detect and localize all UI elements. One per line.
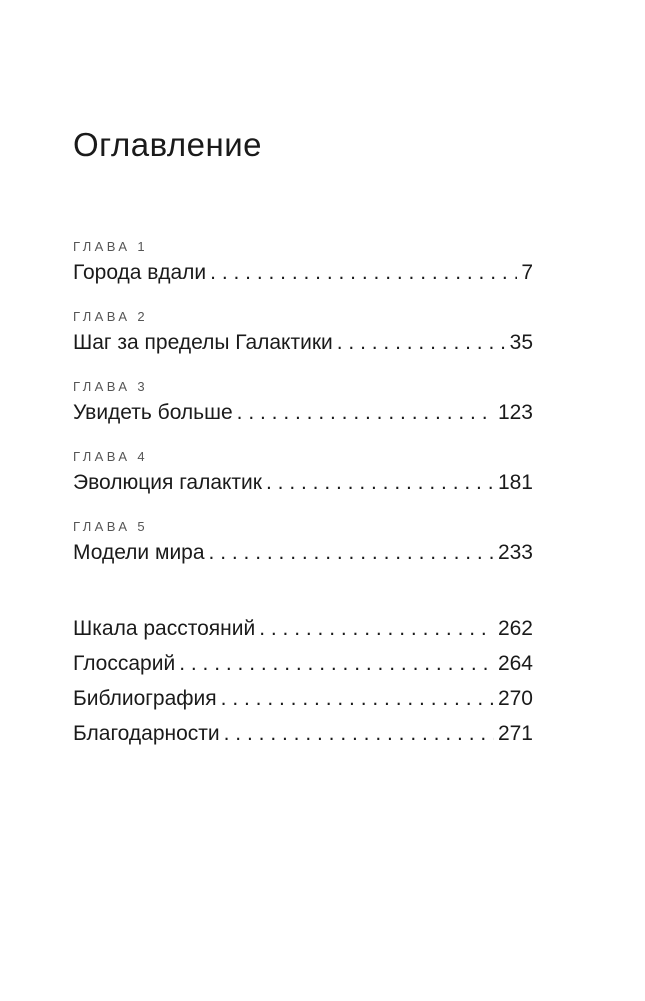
- entry-title: Шаг за пределы Галактики: [73, 331, 333, 354]
- entry-title: Шкала расстояний: [73, 617, 256, 640]
- chapter-label: ГЛАВА 2: [73, 309, 149, 324]
- toc-backmatter: [73, 612, 533, 752]
- toc-chapter-2: [73, 308, 533, 378]
- toc-chapter-3: [73, 378, 533, 448]
- toc-chapter-5: [73, 518, 533, 588]
- toc-chapter-1: [73, 238, 533, 308]
- toc-entry[interactable]: [73, 612, 533, 647]
- toc-entry[interactable]: [73, 326, 533, 360]
- toc-chapter-4: [73, 448, 533, 518]
- entry-page-number: 7: [521, 261, 533, 284]
- dot-leader: [210, 256, 517, 290]
- entry-title: Модели мира: [73, 541, 205, 564]
- dot-leader: [266, 466, 494, 500]
- page-title: Оглавление: [73, 126, 262, 164]
- entry-title: Библиография: [73, 687, 217, 710]
- toc-entry[interactable]: [73, 396, 533, 430]
- toc-entry[interactable]: [73, 717, 533, 752]
- entry-page-number: 233: [497, 541, 533, 564]
- entry-title: Увидеть больше: [73, 401, 233, 424]
- chapter-label: ГЛАВА 1: [73, 239, 149, 254]
- entry-title: Благодарности: [73, 722, 220, 745]
- toc-entry[interactable]: [73, 682, 533, 717]
- chapter-label: ГЛАВА 5: [73, 519, 149, 534]
- entry-page-number: 271: [497, 722, 533, 745]
- chapter-label: ГЛАВА 3: [73, 379, 149, 394]
- entry-page-number: 262: [497, 617, 533, 640]
- dot-leader: [237, 396, 494, 430]
- entry-title: Глоссарий: [73, 652, 176, 675]
- toc-entry[interactable]: [73, 536, 533, 570]
- toc-entry[interactable]: [73, 466, 533, 500]
- entry-page-number: 264: [497, 652, 533, 675]
- dot-leader: [224, 717, 494, 751]
- entry-title: Эволюция галактик: [73, 471, 262, 494]
- chapter-label: ГЛАВА 4: [73, 449, 149, 464]
- toc-entry[interactable]: [73, 647, 533, 682]
- entry-page-number: 181: [497, 471, 533, 494]
- entry-page-number: 35: [509, 331, 533, 354]
- table-of-contents: [73, 238, 533, 752]
- toc-entry[interactable]: [73, 256, 533, 290]
- entry-page-number: 123: [497, 401, 533, 424]
- dot-leader: [179, 647, 494, 681]
- entry-page-number: 270: [497, 687, 533, 710]
- dot-leader: [221, 682, 494, 716]
- entry-title: Города вдали: [73, 261, 207, 284]
- dot-leader: [209, 536, 494, 570]
- dot-leader: [259, 612, 494, 646]
- dot-leader: [337, 326, 506, 360]
